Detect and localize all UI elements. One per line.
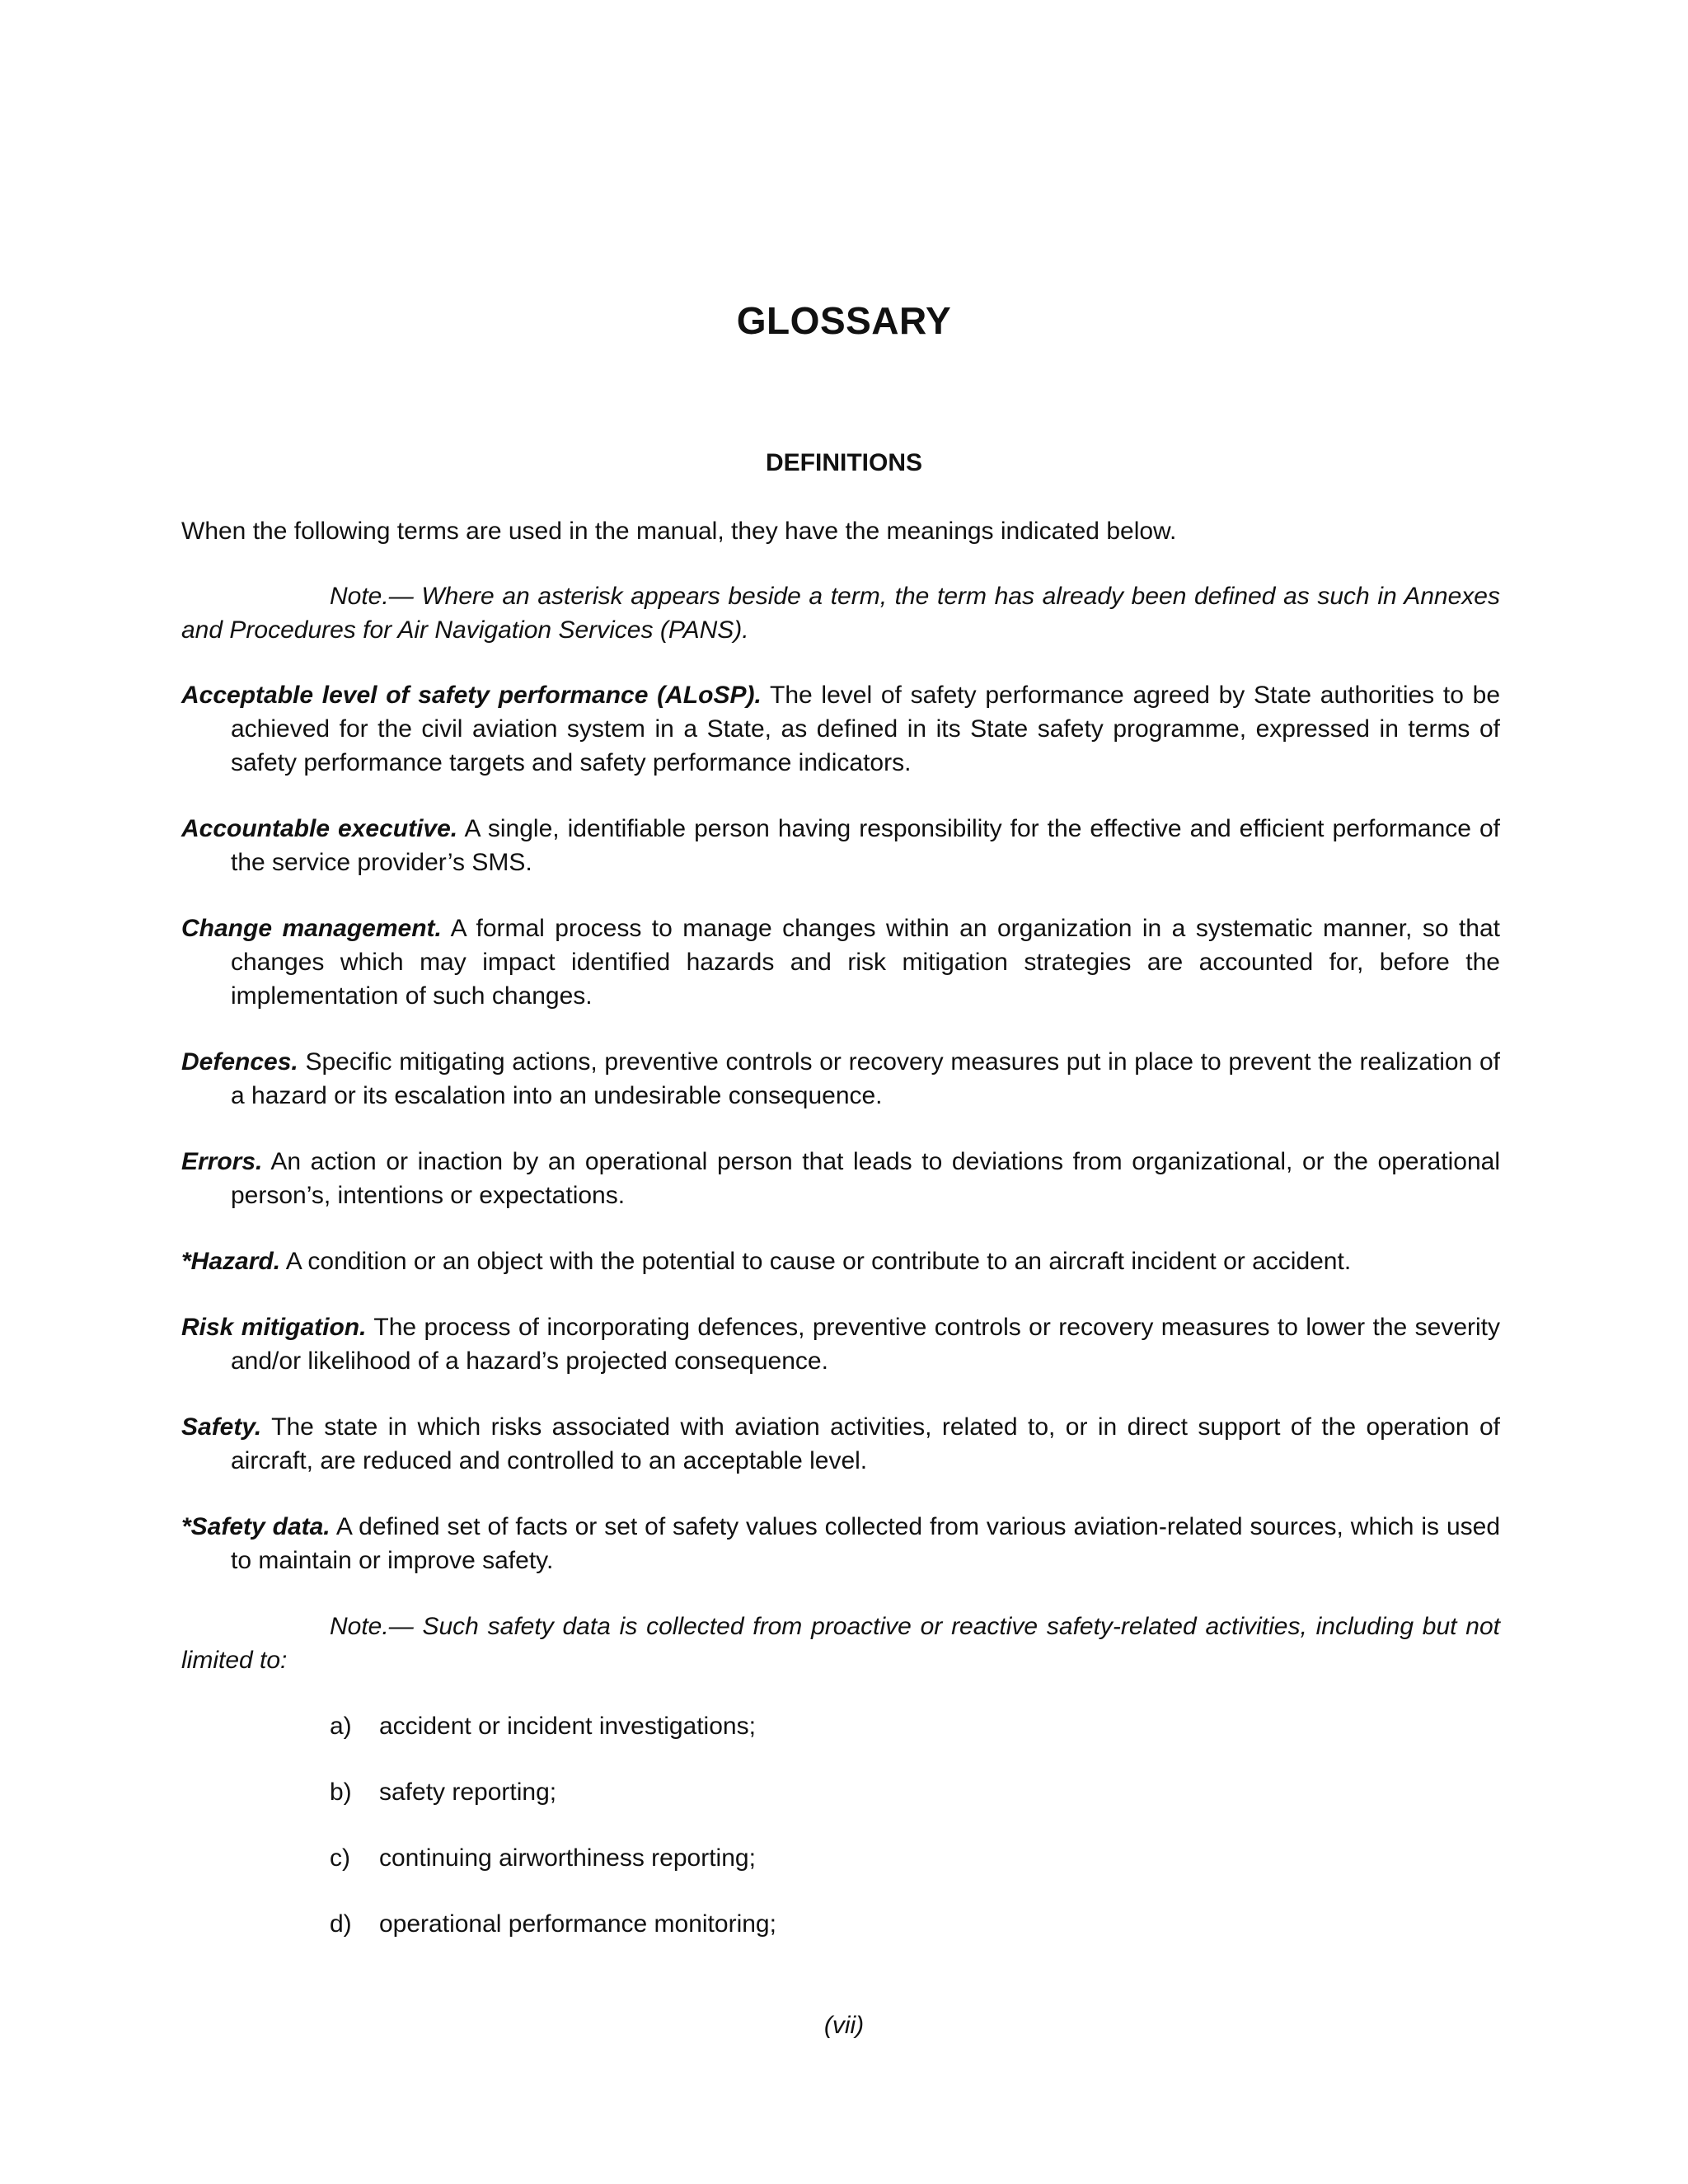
definition-text: A formal process to manage changes within an organization in a systematic manner, so that changes which may impact identified hazards and risk mitigation strategies are accounted for, before the implementation of such changes. xyxy=(231,915,1500,1010)
list-item-label: c) xyxy=(330,1844,350,1872)
asterisk-note: Note.— Where an asterisk appears beside a term, the term has already been defined as such in Annexes and Procedures for Air Navigation Services (PANS). xyxy=(181,583,1500,644)
list-item-text: operational performance monitoring; xyxy=(379,1910,776,1938)
list-item xyxy=(181,1709,1500,1743)
definition-errors xyxy=(181,1145,1500,1212)
safety-data-sources-list xyxy=(181,1709,1500,1941)
definitions-list xyxy=(181,678,1500,1973)
definition-term: *Hazard. xyxy=(181,1248,281,1275)
definition-alosp xyxy=(181,678,1500,780)
definition-text: A single, identifiable person having responsibility for the effective and efficient performance of the service provider’s SMS. xyxy=(231,815,1500,876)
definition-term: *Safety data. xyxy=(181,1513,331,1540)
definition-text: The process of incorporating defences, preventive controls or recovery measures to lower the severity and/or likelihood of a hazard’s projected consequence. xyxy=(231,1314,1501,1375)
safety-data-note: Note.— Such safety data is collected from proactive or reactive safety-related activities, including but not limited to: xyxy=(181,1613,1500,1674)
intro-paragraph: When the following terms are used in the manual, they have the meanings indicated below. xyxy=(181,518,1177,545)
definition-safety xyxy=(181,1410,1500,1478)
definition-text: The state in which risks associated with aviation activities, related to, or in direct support of the operation of aircraft, are reduced and controlled to an acceptable level. xyxy=(231,1413,1500,1474)
definition-text: A defined set of facts or set of safety values collected from various aviation-related sources, which is used to maintain or improve safety. xyxy=(231,1513,1501,1574)
definition-term: Safety. xyxy=(181,1413,262,1441)
list-item-label: b) xyxy=(330,1779,352,1806)
list-item-label: a) xyxy=(330,1713,352,1740)
definition-term: Acceptable level of safety performance (ALoSP). xyxy=(181,682,762,709)
definition-accountable-executive xyxy=(181,812,1500,879)
list-item xyxy=(181,1841,1500,1875)
list-item-text: accident or incident investigations; xyxy=(379,1713,756,1740)
definition-risk-mitigation xyxy=(181,1310,1500,1378)
list-item-text: safety reporting; xyxy=(379,1779,557,1806)
definition-term: Accountable executive. xyxy=(181,815,458,842)
definition-term: Defences. xyxy=(181,1048,298,1076)
definition-text: Specific mitigating actions, preventive controls or recovery measures put in place to prevent the realization of a hazard or its escalation into an undesirable consequence. xyxy=(231,1048,1500,1109)
definition-safety-data xyxy=(181,1510,1500,1577)
definition-term: Change management. xyxy=(181,915,442,942)
page-number: (vii) xyxy=(823,2012,865,2039)
definition-change-management xyxy=(181,912,1500,1013)
definition-term: Risk mitigation. xyxy=(181,1314,367,1341)
section-heading: DEFINITIONS xyxy=(765,449,922,476)
definition-text: The level of safety performance agreed by State authorities to be achieved for the civil aviation system in a State, as defined in its State safety programme, expressed in terms of safety performance targets and safety performance indicators. xyxy=(231,682,1501,776)
list-item-label: d) xyxy=(330,1910,352,1938)
list-item xyxy=(181,1775,1500,1809)
definition-text: An action or inaction by an operational person that leads to deviations from organizational, or the operational person’s, intentions or expectations. xyxy=(231,1148,1500,1209)
definition-text: A condition or an object with the potential to cause or contribute to an aircraft incident or accident. xyxy=(285,1248,1352,1275)
definition-defences xyxy=(181,1045,1500,1113)
definition-term: Errors. xyxy=(181,1148,263,1175)
list-item xyxy=(181,1907,1500,1941)
definition-hazard xyxy=(181,1244,1500,1278)
page-title: GLOSSARY xyxy=(736,299,952,342)
list-item-text: continuing airworthiness reporting; xyxy=(379,1844,756,1872)
